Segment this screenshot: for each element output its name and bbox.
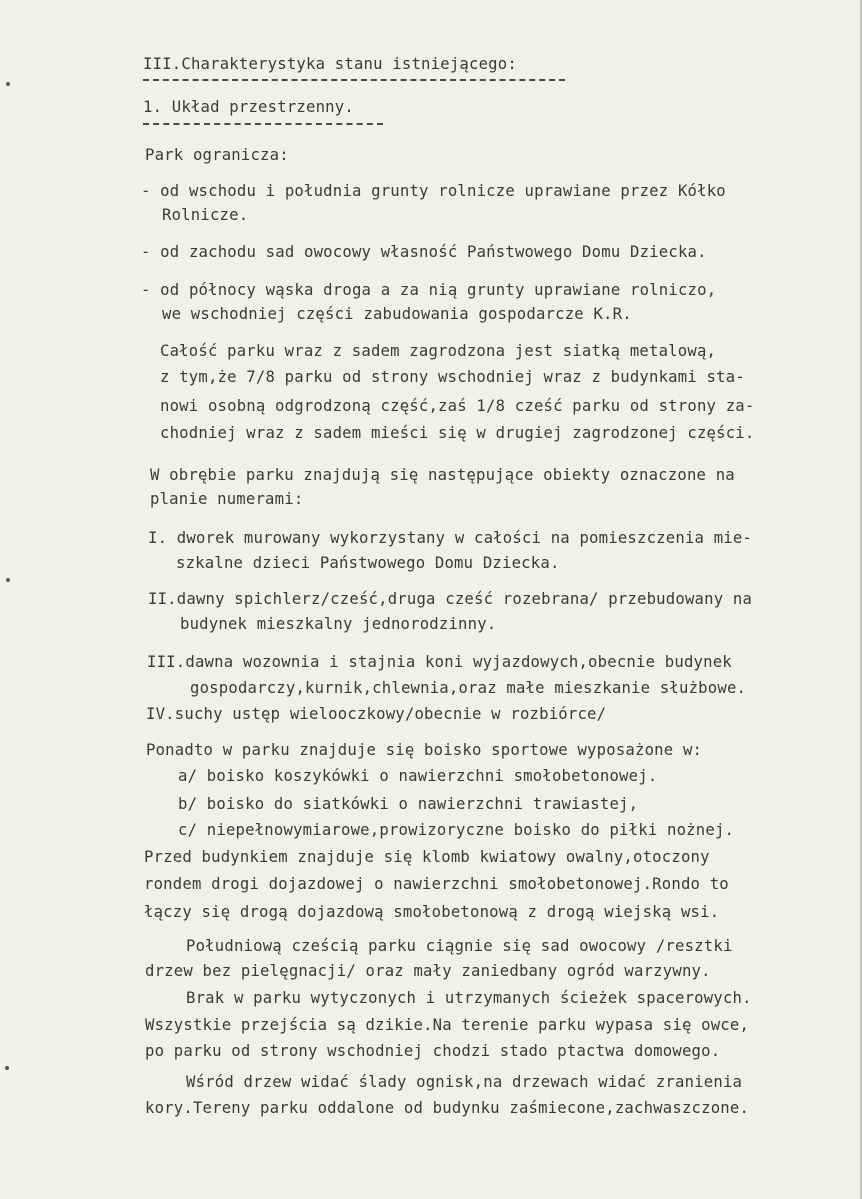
text-line: Całość parku wraz z sadem zagrodzona jest siatką metalową, — [160, 342, 717, 360]
punch-mark — [5, 1066, 9, 1070]
text-line: Wszystkie przejścia są dzikie.Na terenie parku wypasa się owce, — [145, 1016, 750, 1034]
subsection-heading: 1. Układ przestrzenny. — [143, 98, 354, 116]
punch-mark — [6, 578, 10, 582]
text-line: - od zachodu sad owocowy własność Państwowego Domu Dziecka. — [141, 243, 707, 261]
text-line: z tym,że 7/8 parku od strony wschodniej wraz z budynkami sta- — [160, 368, 745, 386]
text-line: planie numerami: — [150, 490, 304, 508]
text-line: budynek mieszkalny jednorodzinny. — [180, 615, 497, 633]
text-line: Przed budynkiem znajduje się klomb kwiatowy owalny,otoczony — [144, 848, 710, 866]
text-line: szkalne dzieci Państwowego Domu Dziecka. — [176, 554, 560, 572]
text-line: nowi osobną odgrodzoną część,zaś 1/8 cześć parku od strony za- — [160, 397, 755, 415]
text-line: III.dawna wozownia i stajnia koni wyjazdowych,obecnie budynek — [147, 653, 732, 671]
text-line: we wschodniej części zabudowania gospodarcze K.R. — [162, 305, 632, 323]
text-line: - od wschodu i południa grunty rolnicze uprawiane przez Kółko — [141, 182, 726, 200]
text-line: Południową cześcią parku ciągnie się sad owocowy /resztki — [186, 937, 733, 955]
text-line: - od północy wąska droga a za nią grunty uprawiane rolniczo, — [141, 281, 717, 299]
text-line: II.dawny spichlerz/cześć,druga cześć rozebrana/ przebudowany na — [148, 590, 753, 608]
text-line: drzew bez pielęgnacji/ oraz mały zaniedbany ogród warzywny. — [145, 962, 711, 980]
text-line: W obrębie parku znajdują się następujące obiekty oznaczone na — [150, 466, 735, 484]
section-heading: III.Charakterystyka stanu istniejącego: — [143, 55, 517, 73]
text-line: chodniej wraz z sadem mieści się w drugiej zagrodzonej części. — [160, 424, 755, 442]
heading-underline — [143, 79, 565, 81]
text-line: b/ boisko do siatkówki o nawierzchni trawiastej, — [178, 795, 639, 813]
text-line: gospodarczy,kurnik,chlewnia,oraz małe mieszkanie służbowe. — [190, 679, 747, 697]
text-line: Brak w parku wytyczonych i utrzymanych ścieżek spacerowych. — [186, 989, 752, 1007]
punch-mark — [6, 82, 10, 86]
text-line: łączy się drogą dojazdową smołobetonową z drogą wiejską wsi. — [144, 903, 720, 921]
text-line: po parku od strony wschodniej chodzi stado ptactwa domowego. — [145, 1042, 721, 1060]
text-line: Wśród drzew widać ślady ognisk,na drzewach widać zranienia — [186, 1073, 743, 1091]
text-line: rondem drogi dojazdowej o nawierzchni smołobetonowej.Rondo to — [144, 875, 729, 893]
text-line: I. dworek murowany wykorzystany w całości na pomieszczenia mie- — [148, 529, 753, 547]
subheading-underline — [143, 123, 383, 125]
text-line: Rolnicze. — [162, 206, 249, 224]
text-line: a/ boisko koszykówki o nawierzchni smołobetonowej. — [178, 767, 658, 785]
text-line: Ponadto w parku znajduje się boisko sportowe wyposażone w: — [146, 741, 703, 759]
text-line: Park ogranicza: — [145, 146, 289, 164]
text-line: kory.Tereny parku oddalone od budynku zaśmiecone,zachwaszczone. — [145, 1099, 750, 1117]
text-line: c/ niepełnowymiarowe,prowizoryczne boisko do piłki nożnej. — [178, 821, 735, 839]
text-line: IV.suchy ustęp wielooczkowy/obecnie w rozbiórce/ — [146, 705, 607, 723]
